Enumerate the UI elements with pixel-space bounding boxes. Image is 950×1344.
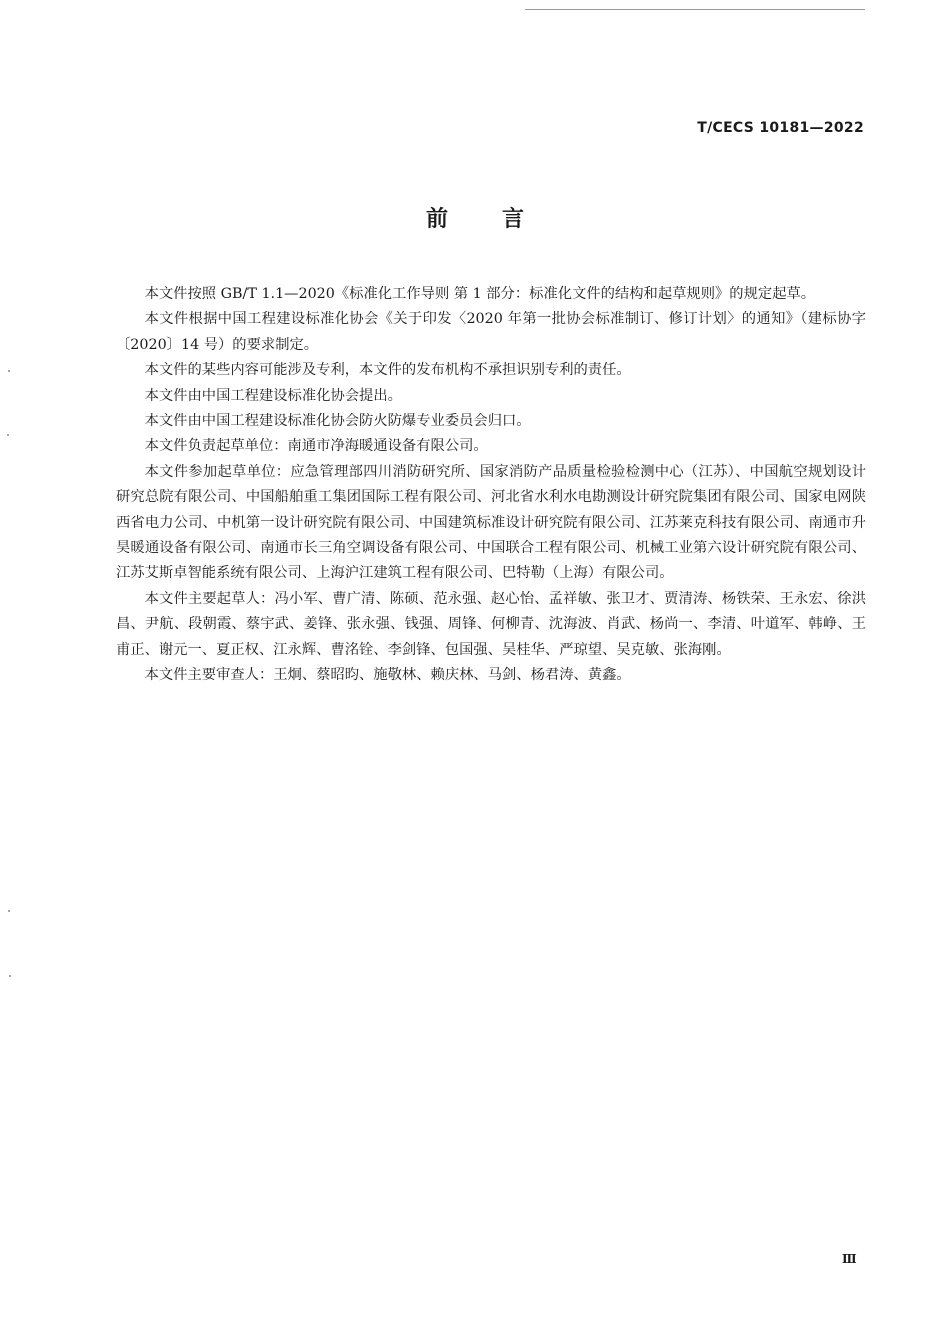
paragraph: 本文件主要审查人：王炯、蔡昭昀、施敬林、赖庆林、马剑、杨君涛、黄鑫。 xyxy=(144,667,631,684)
paragraph: 本文件负责起草单位：南通市净海暖通设备有限公司。 xyxy=(144,438,488,455)
paragraph: 本文件的某些内容可能涉及专利，本文件的发布机构不承担识别专利的责任。 xyxy=(144,362,631,379)
document-code: T/CECS 10181—2022 xyxy=(697,120,864,136)
paragraph: 本文件按照 GB/T 1.1—2020《标准化工作导则 第 1 部分：标准化文件的结构和起草规则》的规定起草。 xyxy=(144,286,816,302)
scan-speck xyxy=(7,434,9,436)
page-title: 前言 xyxy=(425,207,578,232)
page-number: Ⅲ xyxy=(842,1252,857,1266)
paragraph: 本文件由中国工程建设标准化协会防火防爆专业委员会归口。 xyxy=(144,413,531,430)
paragraph: 本文件参加起草单位：应急管理部四川消防研究所、国家消防产品质量检验检测中心（江苏）、中国航空规划设计研究总院有限公司、中国船舶重工集团国际工程有限公司、河北省水利水电勘测设计研究院集团有限公司、国家电网陕西省电力公司、中机第一设计研究院有限公司、中国建筑标准设计研究院有限公司、江苏莱克科技有限公司、南通市升昊暖通设备有限公司、南通市长三角空调设备有限公司、中国联合工程有限公司、机械工业第六设计研究院有限公司、江苏艾斯卓智能系统有限公司、上海沪江建筑工程有限公司、巴特勒（上海）有限公司。 xyxy=(116,463,866,582)
top-rule xyxy=(525,9,865,10)
paragraph: 本文件主要起草人：冯小军、曹广清、陈硕、范永强、赵心怡、孟祥敏、张卫才、贾清涛、杨铁荣、王永宏、徐洪昌、尹航、段朝霞、蔡宇武、姜锋、张永强、钱强、周锋、何柳青、沈海波、肖武、杨尚一、李清、叶道军、韩峥、王甫正、谢元一、夏正权、江永辉、曹洺铨、李剑锋、包国强、吴桂华、严琼望、吴克敏、张海刚。 xyxy=(116,590,866,658)
foreword-body xyxy=(116,282,866,689)
scan-speck xyxy=(8,370,10,372)
paragraph: 本文件根据中国工程建设标准化协会《关于印发〈2020 年第一批协会标准制订、修订计划〉的通知》（建标协字〔2020〕14 号）的要求制定。 xyxy=(116,311,866,353)
scan-speck xyxy=(8,910,10,912)
paragraph: 本文件由中国工程建设标准化协会提出。 xyxy=(144,387,402,404)
scan-speck xyxy=(9,975,11,977)
